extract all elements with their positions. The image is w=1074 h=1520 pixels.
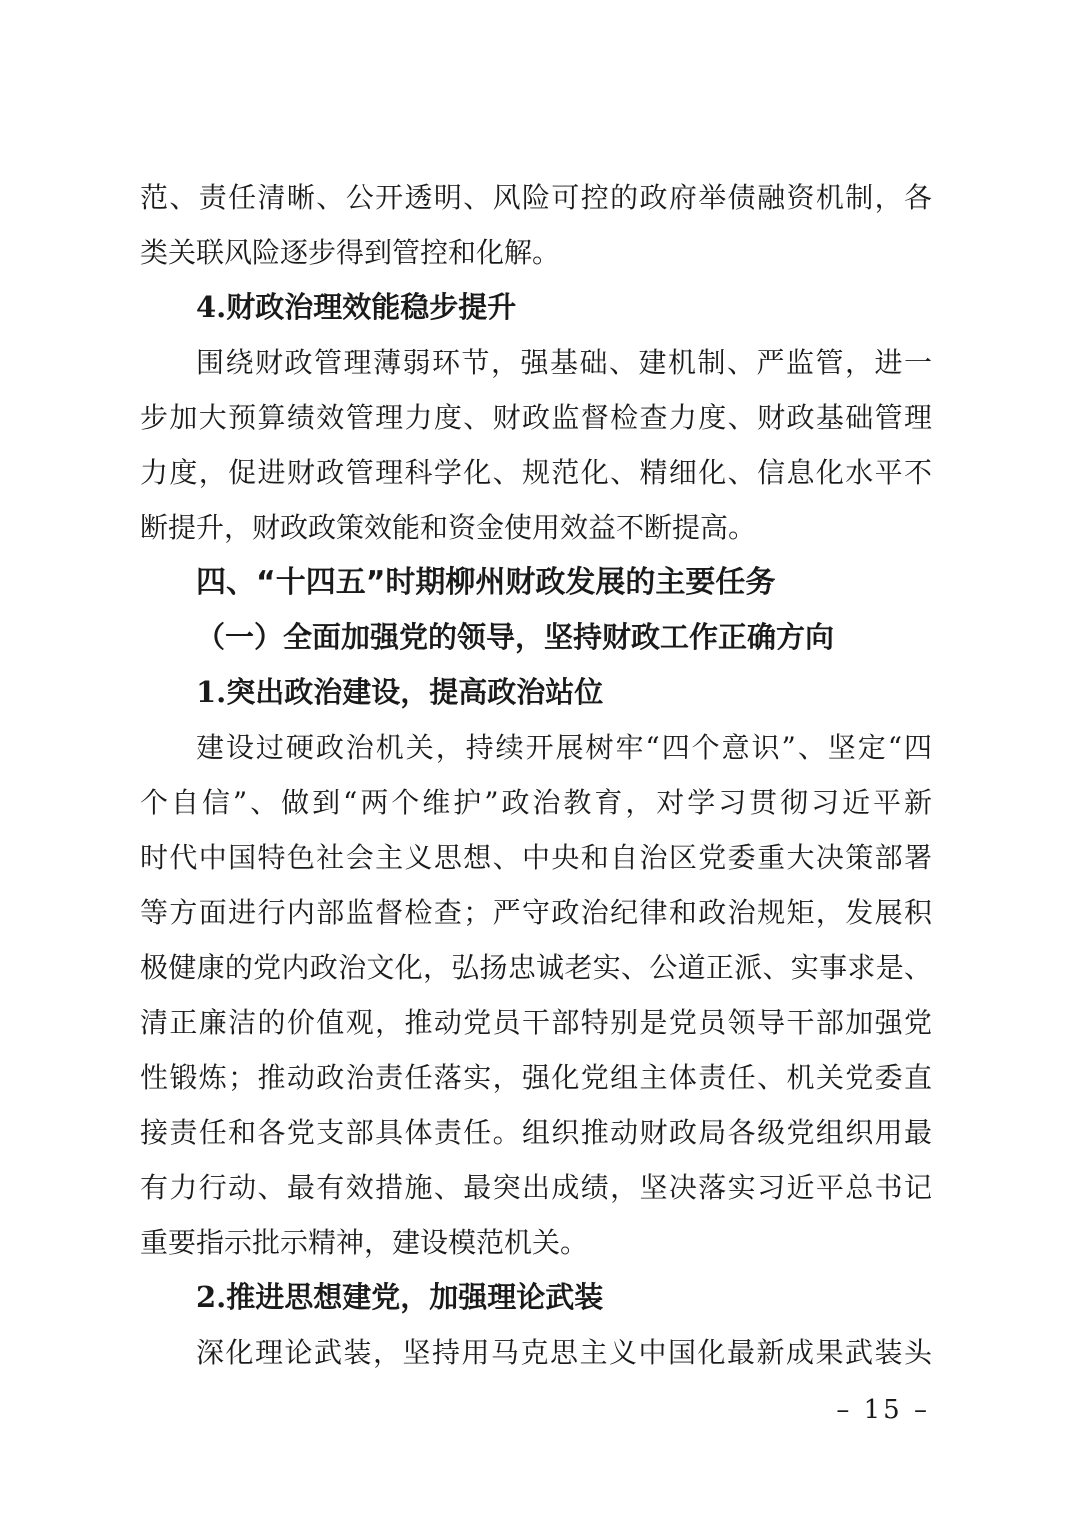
- body-line-end: 断提升，财政政策效能和资金使用效益不断提高。: [140, 511, 757, 544]
- paragraph-first-line: 深化理论武装，坚持用马克思主义中国化最新成果武装头: [196, 1336, 932, 1369]
- page-number: – 15 –: [836, 1395, 930, 1425]
- body-line: 范、责任清晰、公开透明、风险可控的政府举债融资机制，各: [140, 181, 932, 214]
- paragraph-first-line: 围绕财政管理薄弱环节，强基础、建机制、严监管，进一: [196, 346, 932, 379]
- body-line: 清正廉洁的价值观，推动党员干部特别是党员领导干部加强党: [140, 1006, 932, 1039]
- heading-level-2: （一）全面加强党的领导，坚持财政工作正确方向: [196, 620, 835, 654]
- body-line: 时代中国特色社会主义思想、中央和自治区党委重大决策部署: [140, 841, 932, 874]
- body-line: 极健康的党内政治文化，弘扬忠诚老实、公道正派、实事求是、: [140, 951, 932, 984]
- body-line: 有力行动、最有效措施、最突出成绩，坚决落实习近平总书记: [140, 1171, 932, 1204]
- body-line: 力度，促进财政管理科学化、规范化、精细化、信息化水平不: [140, 456, 932, 489]
- body-line-end: 类关联风险逐步得到管控和化解。: [140, 236, 561, 269]
- body-line: 等方面进行内部监督检查；严守政治纪律和政治规矩，发展积: [140, 896, 932, 929]
- heading-level-3: 2.推进思想建党，加强理论武装: [196, 1280, 604, 1314]
- body-line: 个自信”、做到“两个维护”政治教育，对学习贯彻习近平新: [140, 786, 932, 819]
- document-body: [140, 170, 932, 1380]
- body-line: 性锻炼；推动政治责任落实，强化党组主体责任、机关党委直: [140, 1061, 932, 1094]
- heading-level-3: 4.财政治理效能稳步提升: [196, 290, 517, 324]
- heading-level-1: 四、“十四五”时期柳州财政发展的主要任务: [196, 565, 776, 600]
- body-line: 步加大预算绩效管理力度、财政监督检查力度、财政基础管理: [140, 401, 932, 434]
- body-line-end: 重要指示批示精神，建设模范机关。: [140, 1226, 589, 1259]
- paragraph-first-line: 建设过硬政治机关，持续开展树牢“四个意识”、坚定“四: [196, 731, 932, 764]
- body-line: 接责任和各党支部具体责任。组织推动财政局各级党组织用最: [140, 1116, 932, 1149]
- heading-level-3: 1.突出政治建设，提高政治站位: [196, 675, 604, 709]
